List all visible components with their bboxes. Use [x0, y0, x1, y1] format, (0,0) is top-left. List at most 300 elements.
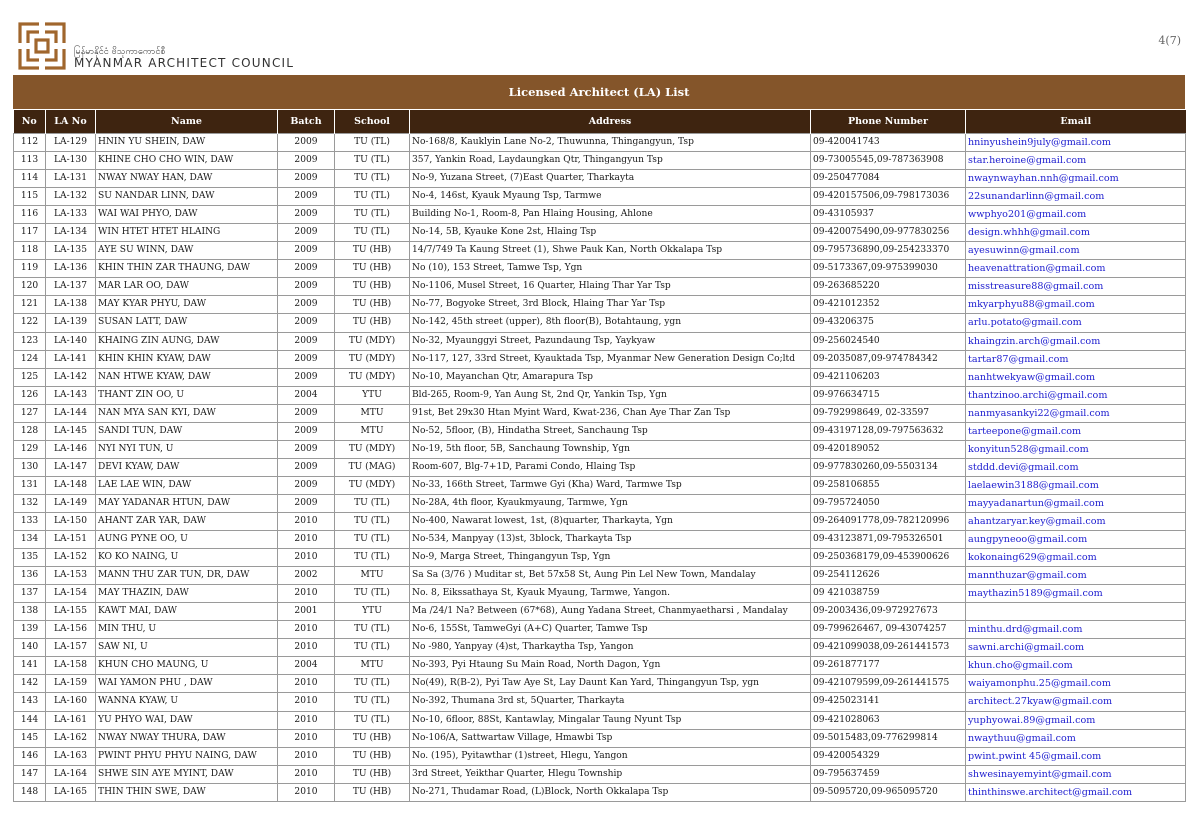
cell-no: 132 — [14, 494, 46, 512]
cell-address: No-9, Yuzana Street, (7)East Quarter, Tharkayta — [410, 170, 811, 188]
table-row — [14, 368, 1186, 386]
cell-email[interactable]: laelaewin3188@gmail.com — [966, 476, 1186, 494]
cell-school: MTU — [335, 422, 410, 440]
cell-school: YTU — [335, 603, 410, 621]
table-row — [14, 296, 1186, 314]
cell-school: TU (MDY) — [335, 350, 410, 368]
cell-school: TU (HB) — [335, 278, 410, 296]
table-row — [14, 224, 1186, 242]
cell-phone: 09-420054329 — [811, 747, 966, 765]
cell-no: 131 — [14, 476, 46, 494]
cell-la-no: LA-151 — [46, 531, 96, 549]
cell-la-no: LA-138 — [46, 296, 96, 314]
cell-school: TU (TL) — [335, 675, 410, 693]
cell-no: 120 — [14, 278, 46, 296]
table-row — [14, 765, 1186, 783]
cell-school: TU (TL) — [335, 693, 410, 711]
cell-school: TU (MAG) — [335, 458, 410, 476]
table-row — [14, 747, 1186, 765]
cell-name: NWAY NWAY THURA, DAW — [96, 729, 278, 747]
cell-la-no: LA-157 — [46, 639, 96, 657]
cell-name: HNIN YU SHEIN, DAW — [96, 134, 278, 152]
cell-no: 138 — [14, 603, 46, 621]
cell-no: 133 — [14, 512, 46, 530]
cell-phone: 09-5173367,09-975399030 — [811, 260, 966, 278]
column-header: No — [14, 110, 46, 134]
cell-name: KHUN CHO MAUNG, U — [96, 657, 278, 675]
cell-name: SHWE SIN AYE MYINT, DAW — [96, 765, 278, 783]
cell-name: KHIN KHIN KYAW, DAW — [96, 350, 278, 368]
cell-email[interactable]: mannthuzar@gmail.com — [966, 567, 1186, 585]
table-row — [14, 458, 1186, 476]
cell-phone: 09-263685220 — [811, 278, 966, 296]
cell-la-no: LA-130 — [46, 152, 96, 170]
cell-batch: 2010 — [278, 675, 335, 693]
cell-email[interactable]: aungpyneoo@gmail.com — [966, 531, 1186, 549]
cell-address: No-10, 6floor, 88St, Kantawlay, Mingalar Taung Nyunt Tsp — [410, 711, 811, 729]
cell-school: TU (TL) — [335, 639, 410, 657]
cell-name: SAW NI, U — [96, 639, 278, 657]
cell-school: TU (TL) — [335, 170, 410, 188]
cell-la-no: LA-149 — [46, 494, 96, 512]
table-row — [14, 657, 1186, 675]
table-row — [14, 531, 1186, 549]
cell-la-no: LA-165 — [46, 783, 96, 801]
cell-la-no: LA-145 — [46, 422, 96, 440]
cell-batch: 2010 — [278, 765, 335, 783]
cell-school: MTU — [335, 657, 410, 675]
cell-batch: 2009 — [278, 332, 335, 350]
cell-email[interactable]: sawni.archi@gmail.com — [966, 639, 1186, 657]
cell-address: Room-607, Blg-7+1D, Parami Condo, Hlaing Tsp — [410, 458, 811, 476]
table-row — [14, 152, 1186, 170]
table-row — [14, 585, 1186, 603]
cell-batch: 2010 — [278, 531, 335, 549]
cell-school: TU (TL) — [335, 549, 410, 567]
cell-phone: 09-254112626 — [811, 567, 966, 585]
column-header: Name — [96, 110, 278, 134]
cell-la-no: LA-131 — [46, 170, 96, 188]
cell-email[interactable]: mayyadanartun@gmail.com — [966, 494, 1186, 512]
cell-email[interactable]: thantzinoo.archi@gmail.com — [966, 386, 1186, 404]
cell-no: 124 — [14, 350, 46, 368]
cell-school: TU (TL) — [335, 711, 410, 729]
cell-no: 130 — [14, 458, 46, 476]
cell-name: THANT ZIN OO, U — [96, 386, 278, 404]
cell-address: No-4, 146st, Kyauk Myaung Tsp, Tarmwe — [410, 188, 811, 206]
cell-la-no: LA-150 — [46, 512, 96, 530]
cell-address: No-142, 45th street (upper), 8th floor(B), Botahtaung, ygn — [410, 314, 811, 332]
cell-la-no: LA-136 — [46, 260, 96, 278]
cell-batch: 2009 — [278, 350, 335, 368]
cell-address: No(49), R(B-2), Pyi Taw Aye St, Lay Daunt Kan Yard, Thingangyun Tsp, ygn — [410, 675, 811, 693]
cell-school: TU (HB) — [335, 747, 410, 765]
cell-name: NWAY NWAY HAN, DAW — [96, 170, 278, 188]
cell-email[interactable]: waiyamonphu.25@gmail.com — [966, 675, 1186, 693]
cell-school: TU (HB) — [335, 314, 410, 332]
cell-no: 145 — [14, 729, 46, 747]
org-name-myanmar: မြန်မာနိုင်ငံ ဗိသုကာကောင်စီ — [74, 47, 166, 57]
cell-phone: 09-2003436,09-972927673 — [811, 603, 966, 621]
cell-name: KHIN THIN ZAR THAUNG, DAW — [96, 260, 278, 278]
cell-phone: 09-976634715 — [811, 386, 966, 404]
cell-phone: 09-421106203 — [811, 368, 966, 386]
cell-email[interactable]: thinthinswe.architect@gmail.com — [966, 783, 1186, 801]
cell-no: 141 — [14, 657, 46, 675]
cell-email[interactable]: tarteepone@gmail.com — [966, 422, 1186, 440]
cell-address: 357, Yankin Road, Laydaungkan Qtr, Thingangyun Tsp — [410, 152, 811, 170]
cell-phone: 09-43105937 — [811, 206, 966, 224]
cell-batch: 2009 — [278, 296, 335, 314]
cell-la-no: LA-137 — [46, 278, 96, 296]
cell-batch: 2009 — [278, 206, 335, 224]
cell-batch: 2010 — [278, 693, 335, 711]
table-row — [14, 278, 1186, 296]
cell-batch: 2009 — [278, 224, 335, 242]
column-header: School — [335, 110, 410, 134]
cell-phone: 09-256024540 — [811, 332, 966, 350]
cell-batch: 2009 — [278, 134, 335, 152]
cell-batch: 2009 — [278, 314, 335, 332]
cell-phone: 09-795637459 — [811, 765, 966, 783]
cell-phone: 09-420157506,09-798173036 — [811, 188, 966, 206]
cell-la-no: LA-143 — [46, 386, 96, 404]
table-row — [14, 621, 1186, 639]
cell-no: 117 — [14, 224, 46, 242]
cell-email[interactable]: hninyushein9july@gmail.com — [966, 134, 1186, 152]
cell-no: 118 — [14, 242, 46, 260]
cell-phone: 09-264091778,09-782120996 — [811, 512, 966, 530]
table-row — [14, 476, 1186, 494]
cell-address: Bld-265, Room-9, Yan Aung St, 2nd Qr, Yankin Tsp, Ygn — [410, 386, 811, 404]
cell-no: 121 — [14, 296, 46, 314]
cell-no: 115 — [14, 188, 46, 206]
cell-address: 14/7/749 Ta Kaung Street (1), Shwe Pauk Kan, North Okkalapa Tsp — [410, 242, 811, 260]
cell-school: YTU — [335, 386, 410, 404]
cell-address: No-28A, 4th floor, Kyaukmyaung, Tarmwe, Ygn — [410, 494, 811, 512]
cell-la-no: LA-146 — [46, 440, 96, 458]
cell-address: No. 8, Eikssathaya St, Kyauk Myaung, Tarmwe, Yangon. — [410, 585, 811, 603]
cell-name: WAI YAMON PHU , DAW — [96, 675, 278, 693]
table-row — [14, 729, 1186, 747]
cell-batch: 2009 — [278, 170, 335, 188]
cell-phone: 09-799626467, 09-43074257 — [811, 621, 966, 639]
cell-batch: 2010 — [278, 549, 335, 567]
column-header: Batch — [278, 110, 335, 134]
cell-address: No-271, Thudamar Road, (L)Block, North Okkalapa Tsp — [410, 783, 811, 801]
cell-email[interactable]: kokonaing629@gmail.com — [966, 549, 1186, 567]
cell-la-no: LA-159 — [46, 675, 96, 693]
cell-no: 126 — [14, 386, 46, 404]
cell-school: TU (HB) — [335, 260, 410, 278]
cell-email[interactable]: star.heroine@gmail.com — [966, 152, 1186, 170]
table-row — [14, 350, 1186, 368]
cell-email[interactable]: khun.cho@gmail.com — [966, 657, 1186, 675]
cell-name: AUNG PYNE OO, U — [96, 531, 278, 549]
cell-email[interactable]: misstreasure88@gmail.com — [966, 278, 1186, 296]
table-row — [14, 675, 1186, 693]
cell-no: 143 — [14, 693, 46, 711]
table-row — [14, 567, 1186, 585]
cell-address: No-10, Mayanchan Qtr, Amarapura Tsp — [410, 368, 811, 386]
cell-batch: 2004 — [278, 386, 335, 404]
cell-phone: 09-43123871,09-795326501 — [811, 531, 966, 549]
cell-la-no: LA-156 — [46, 621, 96, 639]
cell-batch: 2009 — [278, 422, 335, 440]
cell-name: YU PHYO WAI, DAW — [96, 711, 278, 729]
cell-name: PWINT PHYU PHYU NAING, DAW — [96, 747, 278, 765]
table-row — [14, 440, 1186, 458]
cell-school: TU (MDY) — [335, 476, 410, 494]
cell-email[interactable]: design.whhh@gmail.com — [966, 224, 1186, 242]
cell-school: TU (TL) — [335, 585, 410, 603]
cell-address: No-1106, Musel Street, 16 Quarter, Hlaing Thar Yar Tsp — [410, 278, 811, 296]
cell-la-no: LA-153 — [46, 567, 96, 585]
cell-phone: 09-420189052 — [811, 440, 966, 458]
cell-batch: 2009 — [278, 368, 335, 386]
cell-email[interactable]: mkyarphyu88@gmail.com — [966, 296, 1186, 314]
cell-school: TU (TL) — [335, 134, 410, 152]
cell-school: TU (HB) — [335, 242, 410, 260]
cell-address: No-400, Nawarat lowest, 1st, (8)quarter, Tharkayta, Ygn — [410, 512, 811, 530]
cell-email[interactable]: nanmyasankyi22@gmail.com — [966, 404, 1186, 422]
cell-email[interactable]: heavenattration@gmail.com — [966, 260, 1186, 278]
cell-email[interactable]: 22sunandarlinn@gmail.com — [966, 188, 1186, 206]
cell-batch: 2009 — [278, 440, 335, 458]
cell-la-no: LA-129 — [46, 134, 96, 152]
cell-school: TU (TL) — [335, 621, 410, 639]
cell-phone: 09-420075490,09-977830256 — [811, 224, 966, 242]
cell-phone: 09-5015483,09-776299814 — [811, 729, 966, 747]
cell-batch: 2010 — [278, 512, 335, 530]
cell-no: 142 — [14, 675, 46, 693]
table-row — [14, 639, 1186, 657]
cell-la-no: LA-148 — [46, 476, 96, 494]
cell-email[interactable]: arlu.potato@gmail.com — [966, 314, 1186, 332]
cell-phone: 09-250368179,09-453900626 — [811, 549, 966, 567]
cell-email[interactable]: khaingzin.arch@gmail.com — [966, 332, 1186, 350]
cell-phone: 09-425023141 — [811, 693, 966, 711]
cell-school: TU (HB) — [335, 729, 410, 747]
cell-name: MAY THAZIN, DAW — [96, 585, 278, 603]
cell-phone: 09-421079599,09-261441575 — [811, 675, 966, 693]
cell-name: SUSAN LATT, DAW — [96, 314, 278, 332]
cell-la-no: LA-162 — [46, 729, 96, 747]
header-row — [14, 110, 1186, 134]
cell-batch: 2009 — [278, 278, 335, 296]
table-row — [14, 332, 1186, 350]
cell-school: TU (MDY) — [335, 440, 410, 458]
table-title: Licensed Architect (LA) List — [13, 75, 1185, 110]
cell-school: TU (TL) — [335, 494, 410, 512]
cell-email[interactable]: minthu.drd@gmail.com — [966, 621, 1186, 639]
page-number: 4(7) — [1158, 34, 1181, 47]
cell-email[interactable]: ayesuwinn@gmail.com — [966, 242, 1186, 260]
cell-email[interactable]: pwint.pwint 45@gmail.com — [966, 747, 1186, 765]
cell-la-no: LA-164 — [46, 765, 96, 783]
cell-no: 129 — [14, 440, 46, 458]
cell-school: TU (HB) — [335, 783, 410, 801]
cell-la-no: LA-135 — [46, 242, 96, 260]
cell-no: 112 — [14, 134, 46, 152]
architect-table — [13, 110, 1186, 802]
cell-address: No -980, Yanpyay (4)st, Tharkaytha Tsp, Yangon — [410, 639, 811, 657]
cell-no: 128 — [14, 422, 46, 440]
cell-batch: 2009 — [278, 260, 335, 278]
column-header: Phone Number — [811, 110, 966, 134]
cell-name: AHANT ZAR YAR, DAW — [96, 512, 278, 530]
cell-no: 113 — [14, 152, 46, 170]
table-row — [14, 783, 1186, 801]
cell-la-no: LA-147 — [46, 458, 96, 476]
cell-batch: 2009 — [278, 494, 335, 512]
architect-list-sheet — [13, 75, 1185, 802]
table-row — [14, 603, 1186, 621]
cell-school: TU (TL) — [335, 188, 410, 206]
cell-email[interactable]: shwesinayemyint@gmail.com — [966, 765, 1186, 783]
table-row — [14, 549, 1186, 567]
cell-email[interactable]: yuphyowai.89@gmail.com — [966, 711, 1186, 729]
cell-school: TU (TL) — [335, 224, 410, 242]
cell-phone: 09-420041743 — [811, 134, 966, 152]
table-row — [14, 404, 1186, 422]
cell-batch: 2009 — [278, 404, 335, 422]
cell-batch: 2001 — [278, 603, 335, 621]
cell-address: No. (195), Pyitawthar (1)street, Hlegu, Yangon — [410, 747, 811, 765]
cell-phone: 09-421099038,09-261441573 — [811, 639, 966, 657]
cell-school: TU (HB) — [335, 765, 410, 783]
cell-batch: 2010 — [278, 639, 335, 657]
table-row — [14, 170, 1186, 188]
cell-school: MTU — [335, 567, 410, 585]
cell-batch: 2009 — [278, 188, 335, 206]
cell-phone: 09-421012352 — [811, 296, 966, 314]
cell-phone: 09-73005545,09-787363908 — [811, 152, 966, 170]
cell-name: MAY YADANAR HTUN, DAW — [96, 494, 278, 512]
org-name-english: MYANMAR ARCHITECT COUNCIL — [74, 56, 295, 70]
cell-phone: 09-2035087,09-974784342 — [811, 350, 966, 368]
cell-no: 114 — [14, 170, 46, 188]
cell-no: 139 — [14, 621, 46, 639]
cell-batch: 2010 — [278, 711, 335, 729]
cell-email[interactable]: nanhtwekyaw@gmail.com — [966, 368, 1186, 386]
cell-phone: 09 421038759 — [811, 585, 966, 603]
cell-batch: 2010 — [278, 783, 335, 801]
council-logo — [18, 22, 66, 70]
cell-no: 137 — [14, 585, 46, 603]
cell-address: No-33, 166th Street, Tarmwe Gyi (Kha) Ward, Tarmwe Tsp — [410, 476, 811, 494]
cell-la-no: LA-163 — [46, 747, 96, 765]
cell-la-no: LA-133 — [46, 206, 96, 224]
cell-batch: 2009 — [278, 152, 335, 170]
cell-phone: 09-258106855 — [811, 476, 966, 494]
cell-school: TU (TL) — [335, 206, 410, 224]
table-row — [14, 206, 1186, 224]
cell-name: NAN HTWE KYAW, DAW — [96, 368, 278, 386]
cell-school: TU (TL) — [335, 152, 410, 170]
cell-no: 123 — [14, 332, 46, 350]
cell-address: Building No-1, Room-8, Pan Hlaing Housing, Ahlone — [410, 206, 811, 224]
cell-la-no: LA-144 — [46, 404, 96, 422]
cell-email[interactable]: nwaynwayhan.nnh@gmail.com — [966, 170, 1186, 188]
cell-email[interactable]: architect.27kyaw@gmail.com — [966, 693, 1186, 711]
cell-no: 135 — [14, 549, 46, 567]
cell-school: TU (TL) — [335, 512, 410, 530]
column-header: LA No — [46, 110, 96, 134]
cell-name: NYI NYI TUN, U — [96, 440, 278, 458]
column-header: Address — [410, 110, 811, 134]
cell-phone: 09-43197128,09-797563632 — [811, 422, 966, 440]
cell-no: 125 — [14, 368, 46, 386]
cell-batch: 2009 — [278, 476, 335, 494]
cell-name: MIN THU, U — [96, 621, 278, 639]
cell-email[interactable]: ahantzaryar.key@gmail.com — [966, 512, 1186, 530]
cell-address: No-106/A, Sattwartaw Village, Hmawbi Tsp — [410, 729, 811, 747]
cell-no: 148 — [14, 783, 46, 801]
cell-address: No-77, Bogyoke Street, 3rd Block, Hlaing Thar Yar Tsp — [410, 296, 811, 314]
cell-phone: 09-421028063 — [811, 711, 966, 729]
cell-name: KAWT MAI, DAW — [96, 603, 278, 621]
cell-email[interactable] — [966, 603, 1186, 621]
cell-no: 140 — [14, 639, 46, 657]
cell-la-no: LA-142 — [46, 368, 96, 386]
cell-la-no: LA-158 — [46, 657, 96, 675]
table-row — [14, 314, 1186, 332]
cell-school: TU (MDY) — [335, 368, 410, 386]
cell-name: MAY KYAR PHYU, DAW — [96, 296, 278, 314]
cell-la-no: LA-160 — [46, 693, 96, 711]
cell-la-no: LA-161 — [46, 711, 96, 729]
cell-no: 119 — [14, 260, 46, 278]
cell-name: KHINE CHO CHO WIN, DAW — [96, 152, 278, 170]
cell-la-no: LA-154 — [46, 585, 96, 603]
cell-email[interactable]: tartar87@gmail.com — [966, 350, 1186, 368]
cell-name: SANDI TUN, DAW — [96, 422, 278, 440]
cell-name: DEVI KYAW, DAW — [96, 458, 278, 476]
cell-name: KO KO NAING, U — [96, 549, 278, 567]
cell-la-no: LA-155 — [46, 603, 96, 621]
cell-batch: 2002 — [278, 567, 335, 585]
cell-school: TU (TL) — [335, 531, 410, 549]
org-name — [74, 47, 294, 70]
cell-no: 146 — [14, 747, 46, 765]
cell-email[interactable]: wwphyo201@gmail.com — [966, 206, 1186, 224]
cell-phone: 09-43206375 — [811, 314, 966, 332]
cell-phone: 09-795724050 — [811, 494, 966, 512]
table-row — [14, 711, 1186, 729]
cell-address: No-168/8, Kauklyin Lane No-2, Thuwunna, Thingangyun, Tsp — [410, 134, 811, 152]
table-row — [14, 494, 1186, 512]
cell-address: No-32, Myaunggyi Street, Pazundaung Tsp, Yaykyaw — [410, 332, 811, 350]
cell-no: 136 — [14, 567, 46, 585]
cell-email[interactable]: nwaythuu@gmail.com — [966, 729, 1186, 747]
cell-phone: 09-792998649, 02-33597 — [811, 404, 966, 422]
cell-name: SU NANDAR LINN, DAW — [96, 188, 278, 206]
cell-no: 116 — [14, 206, 46, 224]
cell-name: WANNA KYAW, U — [96, 693, 278, 711]
cell-email[interactable]: maythazin5189@gmail.com — [966, 585, 1186, 603]
cell-name: THIN THIN SWE, DAW — [96, 783, 278, 801]
cell-email[interactable]: stddd.devi@gmail.com — [966, 458, 1186, 476]
cell-batch: 2009 — [278, 458, 335, 476]
cell-address: Sa Sa (3/76 ) Muditar st, Bet 57x58 St, Aung Pin Lel New Town, Mandalay — [410, 567, 811, 585]
cell-la-no: LA-152 — [46, 549, 96, 567]
table-row — [14, 188, 1186, 206]
cell-email[interactable]: konyitun528@gmail.com — [966, 440, 1186, 458]
table-row — [14, 242, 1186, 260]
cell-address: No-14, 5B, Kyauke Kone 2st, Hlaing Tsp — [410, 224, 811, 242]
cell-phone: 09-5095720,09-965095720 — [811, 783, 966, 801]
